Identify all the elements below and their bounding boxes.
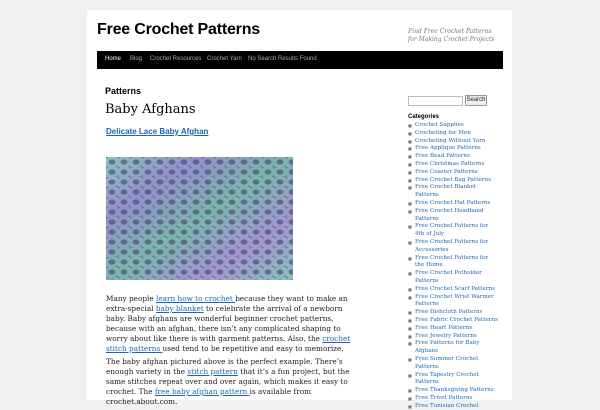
category-link[interactable]: ■ Free Tunisian Crochet [408,403,498,410]
category-link[interactable]: ■ Free Tapestry Crochet Patterns [408,372,498,388]
nav-item-home[interactable]: Home [105,56,122,62]
site-description: Find Free Crochet Patterns for Making Crochet Projects [408,28,495,43]
category-link[interactable]: ■ Free Crochet Patterns for Accessories [408,239,498,255]
baby-blanket-link[interactable]: baby blanket [155,304,204,313]
category-link[interactable]: ■ Free Crochet Headband Patterns [408,208,498,224]
category-link[interactable]: ■ Free Crochet Patterns for 4th of July [408,223,498,239]
category-link[interactable]: ■ Free Dishcloth Patterns [408,309,498,317]
category-link[interactable]: ■ Free Crochet Blanket Patterns [408,184,498,200]
category-link[interactable]: ■ Free Crochet Wrist Warmer Patterns [408,294,498,310]
category-link[interactable]: ■ Free Trivet Patterns [408,395,498,403]
category-heading: Patterns [105,86,142,96]
category-link[interactable]: ■ Free Summer Crochet Patterns [408,356,498,372]
category-link[interactable]: ■ Free Applique Patterns [408,145,498,153]
category-link[interactable]: ■ Free Coaster Patterns [408,169,498,177]
main-nav [97,51,503,68]
category-link[interactable]: ■ Free Crochet Hat Patterns [408,200,498,208]
category-link[interactable]: ■ Crocheting for Men [408,130,498,138]
search-input[interactable] [408,96,463,106]
baby-afghan-photo[interactable] [106,157,293,280]
category-link[interactable]: ■ Free Fabric Crochet Patterns [408,317,498,325]
free-baby-afghan-pattern-link[interactable]: free baby afghan pattern [154,387,250,396]
search-button[interactable]: Search [465,95,487,106]
pattern-title-link[interactable]: Delicate Lace Baby Afghan [106,127,209,136]
example-paragraph: The baby afghan pictured above is the perfect example. There’s enough variety in the stitch pattern that it’s a fun project, but the same stitches repeat over and over again, which makes it easy to crochet. The free baby afghan pattern is available from crochet.about.com. [106,357,350,406]
category-link[interactable]: ■ Free Christmas Patterns [408,161,498,169]
category-link[interactable]: ■ Free Crochet Scarf Patterns [408,286,498,294]
nav-item-no-search-results[interactable]: No Search Results Found [248,56,317,62]
intro-paragraph: Many people learn how to crochet because they want to make an extra-special baby blanket to celebrate the arrival of a newborn baby. Baby afghans are wonderful beginner crochet patterns, because with an afghan, there isn’t any complicated shaping to worry about like there is with garment patterns. Also, the crochet stitch patterns used tend to be repetitive and easy to memorize. [106,294,351,353]
nav-item-crochet-resources[interactable]: Crochet Resources [150,56,202,62]
category-link[interactable]: ■ Free Crochet Potholder Patterns [408,270,498,286]
category-link[interactable]: ■ Free Crochet Patterns for the Home [408,255,498,271]
category-link[interactable]: ■ Free Patterns for Baby Afghans [408,340,498,356]
stitch-pattern-link[interactable]: stitch pattern [187,367,238,376]
category-link[interactable]: ■ Free Heart Patterns [408,325,498,333]
post-title: Baby Afghans [105,102,196,117]
nav-item-blog[interactable]: Blog [130,56,143,62]
category-link[interactable]: ■ Free Bead Patterns [408,153,498,161]
category-link[interactable]: ■ Free Crochet Bag Patterns [408,177,498,185]
page-wrapper [87,10,512,409]
nav-item-crochet-yarn[interactable]: Crochet Yarn [207,56,242,62]
category-link[interactable]: ■ Crocheting Without Yarn [408,138,498,146]
categories-title: Categories [408,114,440,120]
categories-list [408,122,498,410]
crochet-stitch-patterns-link[interactable]: crochet stitch patterns [106,334,351,353]
learn-to-crochet-link[interactable]: learn how to crochet [156,294,236,303]
category-link[interactable]: ■ Free Jewelry Patterns [408,333,498,341]
site-title[interactable]: Free Crochet Patterns [97,21,260,38]
category-link[interactable]: ■ Free Thanksgiving Patterns [408,387,498,395]
header-divider [97,68,503,69]
category-link[interactable]: ■ Crochet Supplies [408,122,498,130]
